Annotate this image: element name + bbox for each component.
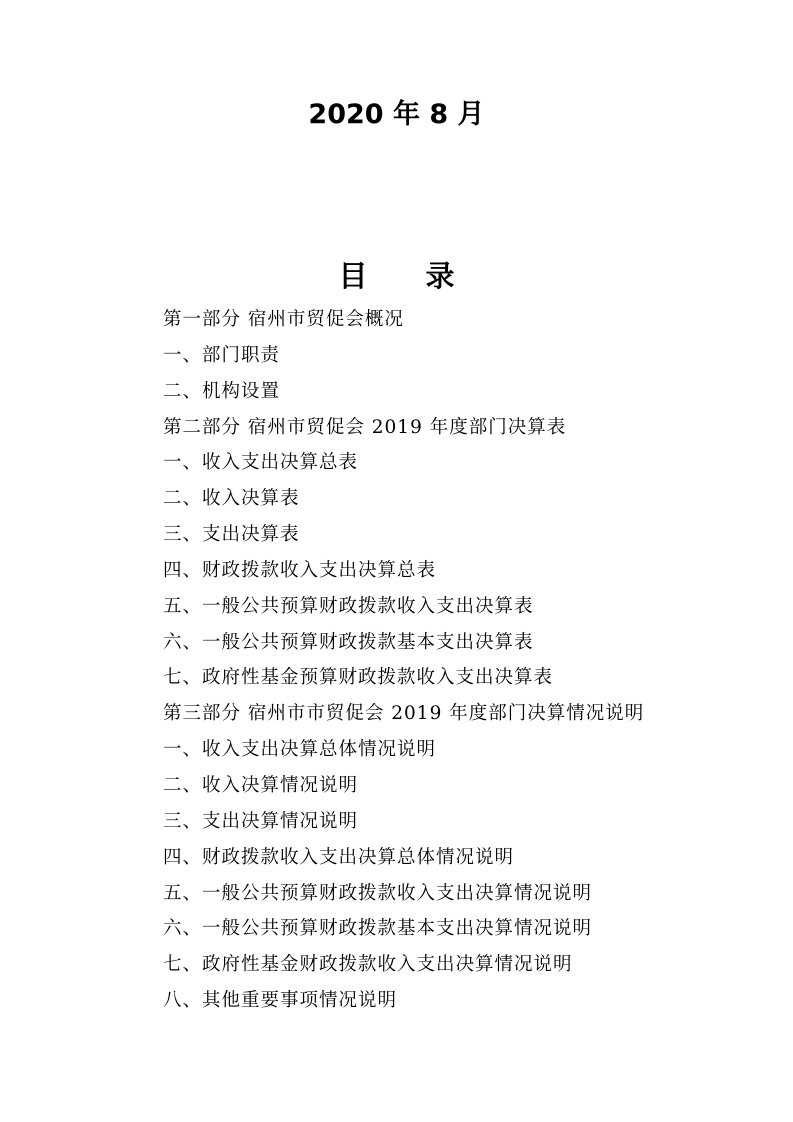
date-heading: 2020 年 8 月 [308,99,485,130]
toc-part-1[interactable]: 第一部分 宿州市贸促会概况 [163,309,404,330]
toc-item-2-4[interactable]: 四、财政拨款收入支出决算总表 [163,559,437,581]
toc-item-3-8[interactable]: 八、其他重要事项情况说明 [163,990,398,1012]
toc-item-3-6[interactable]: 六、一般公共预算财政拨款基本支出决算情况说明 [163,918,593,940]
toc-item-2-5[interactable]: 五、一般公共预算财政拨款收入支出决算表 [163,595,534,617]
toc-item-2-3[interactable]: 三、支出决算表 [163,524,300,546]
toc-item-3-7[interactable]: 七、政府性基金财政拨款收入支出决算情况说明 [163,954,573,976]
toc-item-2-6[interactable]: 六、一般公共预算财政拨款基本支出决算表 [163,631,534,653]
toc-item-2-7[interactable]: 七、政府性基金预算财政拨款收入支出决算表 [163,667,554,689]
table-of-contents [163,302,763,1019]
toc-item-1-2[interactable]: 二、机构设置 [163,380,281,402]
toc-item-2-2[interactable]: 二、收入决算表 [163,488,300,510]
toc-part-2[interactable]: 第二部分 宿州市贸促会 2019 年度部门决算表 [163,416,567,438]
toc-item-3-1[interactable]: 一、收入支出决算总体情况说明 [163,739,437,761]
toc-item-3-2[interactable]: 二、收入决算情况说明 [163,774,359,796]
toc-item-3-4[interactable]: 四、财政拨款收入支出决算总体情况说明 [163,846,515,868]
toc-part-3[interactable]: 第三部分 宿州市市贸促会 2019 年度部门决算情况说明 [163,703,645,725]
toc-item-3-5[interactable]: 五、一般公共预算财政拨款收入支出决算情况说明 [163,882,593,904]
toc-item-2-1[interactable]: 一、收入支出决算总表 [163,452,359,474]
toc-item-3-3[interactable]: 三、支出决算情况说明 [163,810,359,832]
toc-item-1-1[interactable]: 一、部门职责 [163,344,281,366]
toc-title: 目 录 [338,259,479,293]
